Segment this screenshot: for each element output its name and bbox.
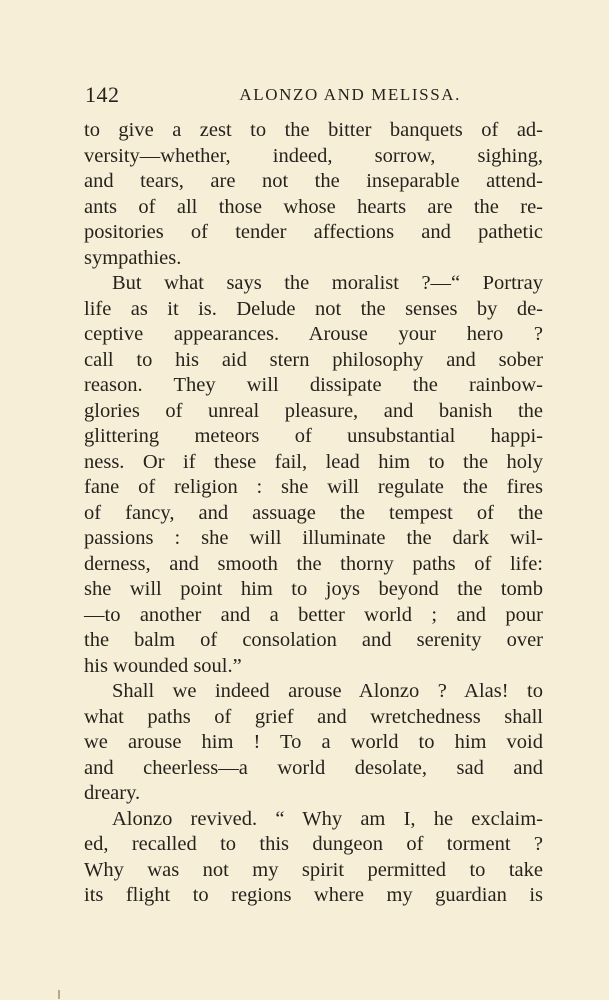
text-line: of fancy, and assuage the tempest of the (84, 501, 543, 524)
text-line: and cheerless—a world desolate, sad and (84, 756, 543, 779)
text-line: glittering meteors of unsubstantial happi- (84, 425, 543, 447)
text-line: ants of all those whose hearts are the re- (84, 195, 543, 218)
text-line: Alonzo revived. “ Why am I, he exclaim- (112, 807, 543, 830)
text-line: derness, and smooth the thorny paths of life: (84, 552, 543, 575)
text-line: to give a zest to the bitter banquets of ad- (84, 119, 543, 141)
text-line: Shall we indeed arouse Alonzo ? Alas! to (112, 680, 543, 702)
text-line: ceptive appearances. Arouse your hero ? (84, 323, 543, 345)
text-line: what paths of grief and wretchedness shall (84, 705, 543, 728)
text-line: —to another and a better world ; and pour (84, 603, 543, 626)
text-line: positories of tender affections and pathetic (84, 221, 543, 243)
text-line: But what says the moralist ?—“ Portray (112, 272, 543, 294)
text-line: life as it is. Delude not the senses by de- (84, 297, 543, 320)
text-line: ness. Or if these fail, lead him to the holy (84, 450, 543, 473)
text-line: its flight to regions where my guardian is (84, 884, 543, 906)
text-line: reason. They will dissipate the rainbow- (84, 374, 543, 396)
page-number: 142 (85, 82, 120, 107)
text-line: sympathies. (84, 246, 182, 269)
page-edge-mark (58, 990, 60, 999)
text-line: ed, recalled to this dungeon of torment ? (84, 833, 543, 855)
text-line: versity—whether, indeed, sorrow, sighing, (84, 144, 543, 167)
body-text (84, 118, 543, 909)
page-header (85, 82, 461, 108)
text-line: call to his aid stern philosophy and sober (84, 348, 543, 371)
text-line: glories of unreal pleasure, and banish the (84, 399, 543, 422)
text-line: dreary. (84, 782, 141, 804)
text-line: we arouse him ! To a world to him void (84, 731, 543, 753)
text-line: his wounded soul.” (84, 654, 242, 677)
text-line: the balm of consolation and serenity over (84, 629, 543, 651)
text-line: passions : she will illuminate the dark wil- (84, 527, 543, 549)
text-line: Why was not my spirit permitted to take (84, 858, 543, 881)
text-line: and tears, are not the inseparable attend- (84, 170, 543, 192)
running-title: ALONZO AND MELISSA. (239, 85, 461, 104)
text-line: fane of religion : she will regulate the fires (84, 476, 543, 498)
text-line: she will point him to joys beyond the tomb (84, 578, 543, 600)
